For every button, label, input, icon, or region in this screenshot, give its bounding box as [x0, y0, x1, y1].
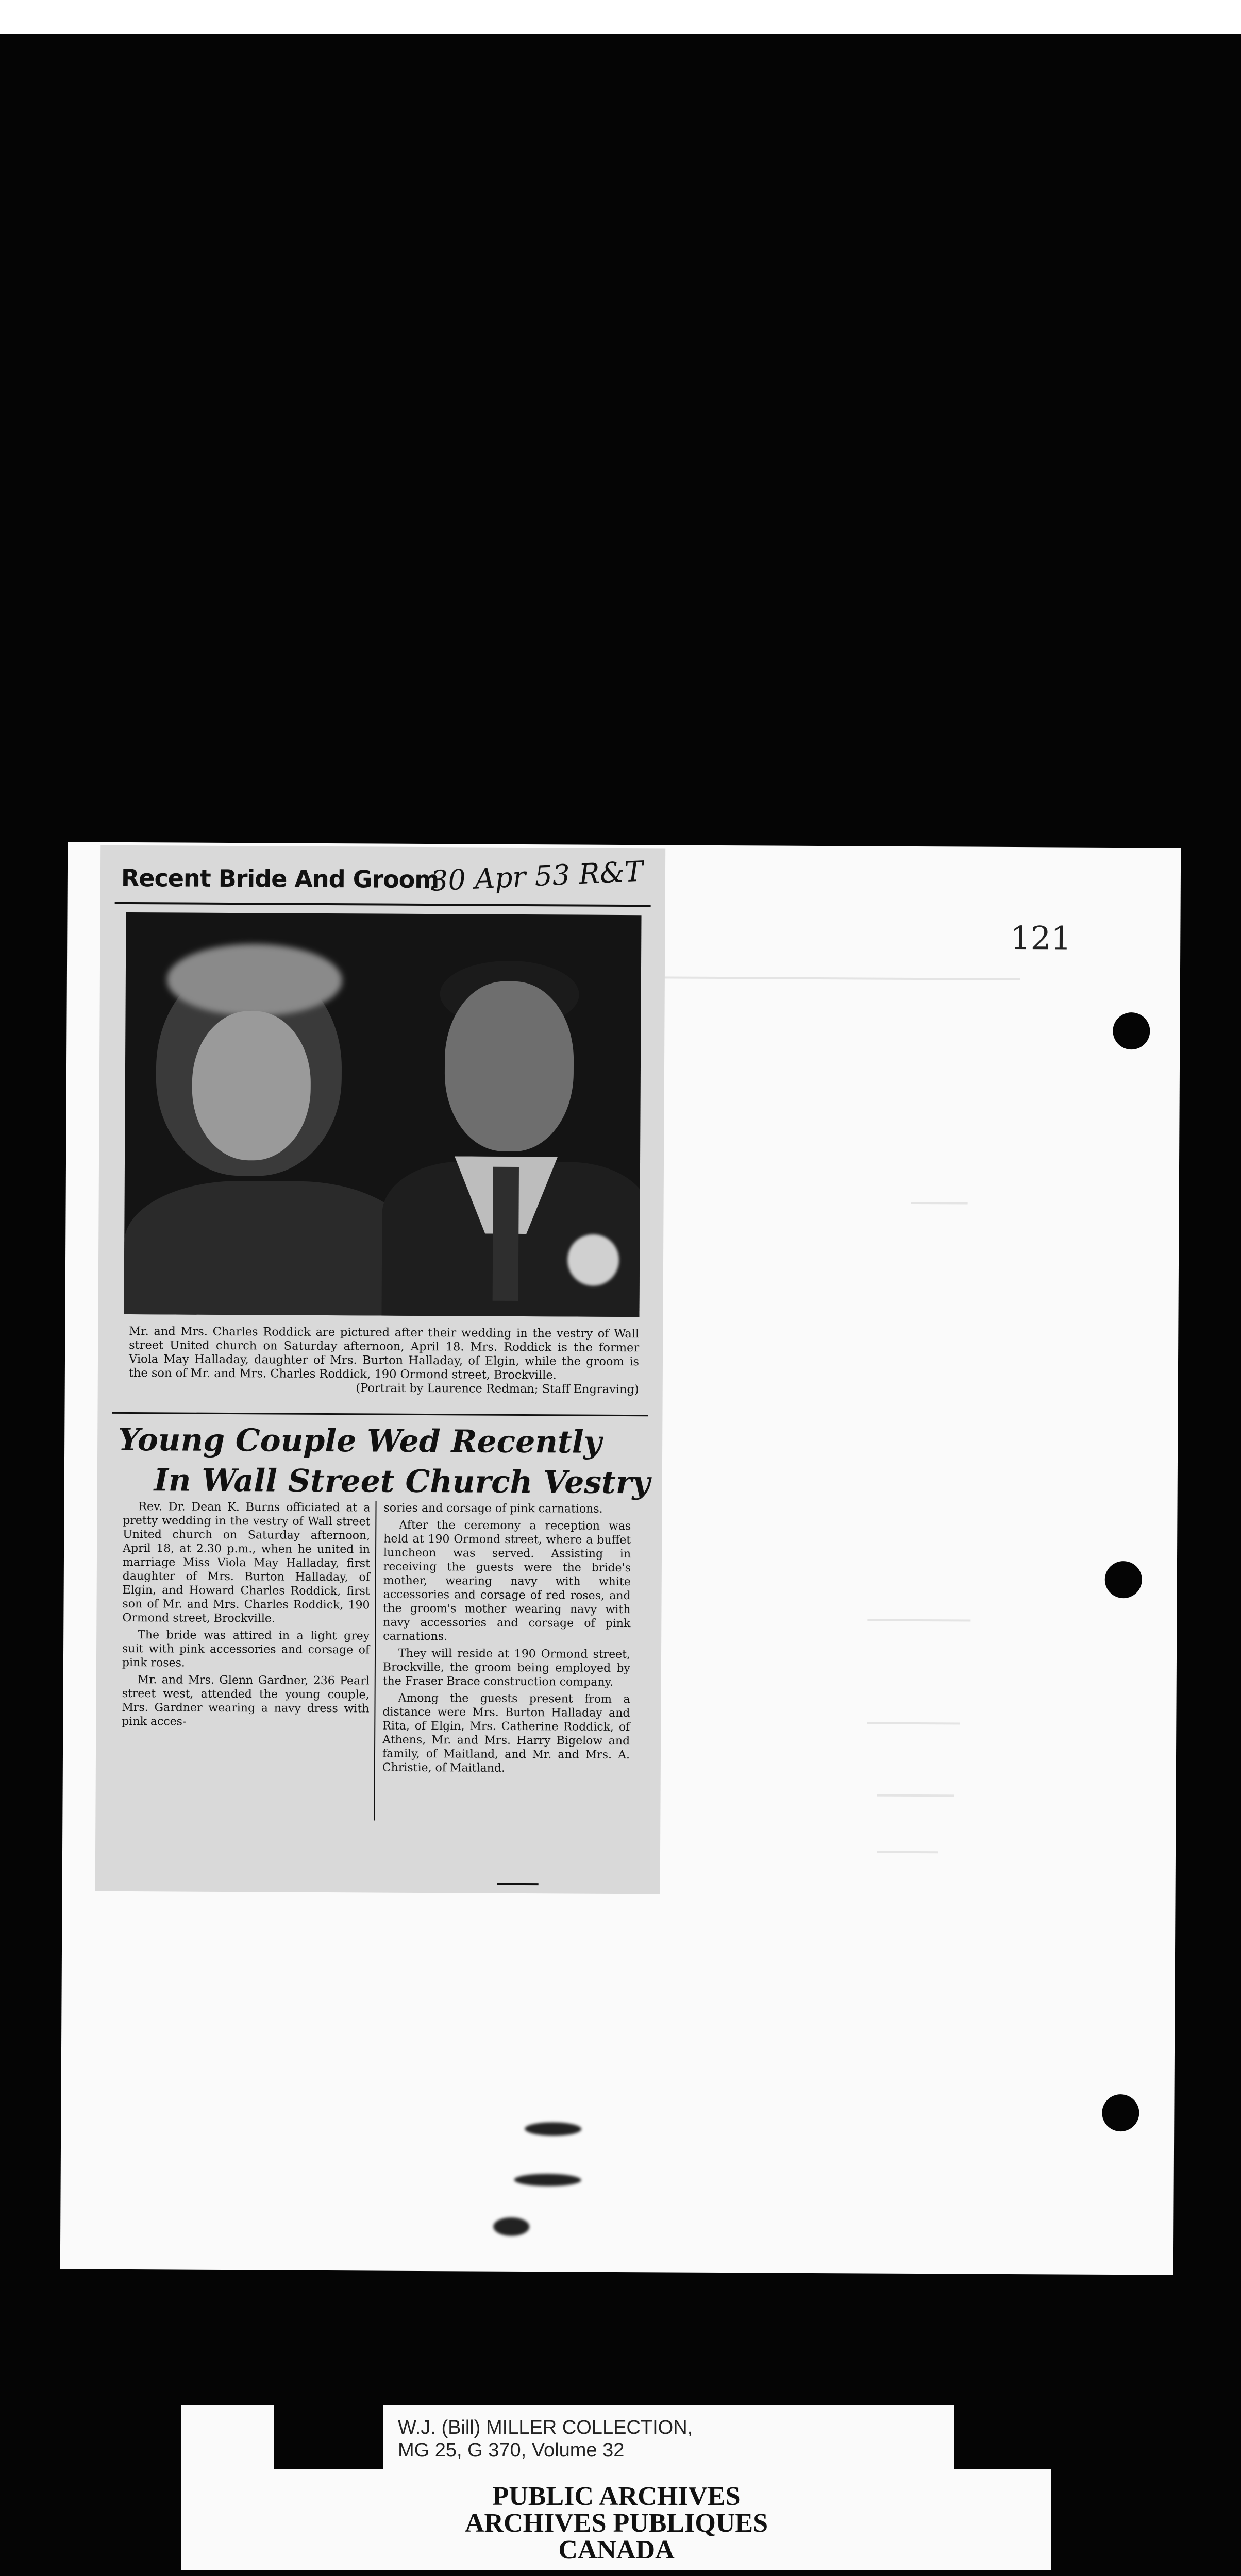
section-rule: [112, 1412, 648, 1416]
faint-bleed-line: [877, 1851, 938, 1854]
article-end-rule: [497, 1883, 539, 1885]
article-headline: [118, 1420, 655, 1503]
handwritten-date-note: 30 Apr 53 R&T: [429, 855, 644, 897]
header-rule: [115, 902, 651, 907]
headline-line-1: Young Couple Wed Recently: [118, 1421, 602, 1461]
bride-dress: [124, 1180, 413, 1317]
faint-bleed-line: [911, 1202, 968, 1205]
punch-hole-top: [1113, 1012, 1150, 1049]
archives-french: ARCHIVES PUBLIQUES: [464, 2509, 768, 2538]
collection-info: [398, 2416, 820, 2462]
faint-bleed-line: [877, 1794, 954, 1797]
paragraph: The bride was attired in a light grey suit with pink accessories and corsage of pink roses.: [122, 1629, 370, 1670]
paragraph: They will reside at 190 Ormond street, Brockville, the groom being employed by the Fraser Brace construction company.: [382, 1647, 631, 1689]
photo-caption: [129, 1325, 640, 1397]
boutonniere: [567, 1234, 619, 1286]
collection-name: W.J. (Bill) MILLER COLLECTION,: [398, 2417, 693, 2438]
faint-bleed-line: [867, 1722, 960, 1725]
archives-country: CANADA: [558, 2535, 675, 2565]
article-column-left: [122, 1500, 370, 1733]
scan-top-margin: [0, 0, 1241, 34]
punch-hole-bottom: [1102, 2094, 1139, 2131]
faint-bleed-line: [867, 1619, 970, 1622]
newspaper-clipping: [95, 845, 666, 1894]
archives-stamp: [181, 2483, 1051, 2564]
archive-label: [181, 2405, 1051, 2570]
label-notch: [954, 2405, 1052, 2469]
paragraph: Rev. Dr. Dean K. Burns officiated at a pretty wedding in the vestry of Wall street United church on Saturday afternoon, April 18, at 2.30 p.m., when he united in marriage Miss Viola May Halladay, first daughter of Mrs. Burton Halladay, of Elgin, and Howard Charles Roddick, first son of Mr. and Mrs. Charles Roddick, 190 Ormond street, Brockville.: [122, 1500, 371, 1625]
groom-tie: [493, 1167, 519, 1301]
headline-line-2: In Wall Street Church Vestry: [154, 1462, 650, 1501]
scan-smudge: [493, 2217, 529, 2236]
faint-bleed-line: [660, 976, 1020, 980]
page-number: 121: [1010, 919, 1071, 957]
paragraph: sories and corsage of pink carnations.: [383, 1501, 603, 1516]
clipping-header: Recent Bride And Groom: [121, 863, 439, 894]
groom-face: [444, 981, 574, 1151]
wedding-photo: [124, 912, 641, 1317]
scan-smudge: [525, 2122, 581, 2136]
paragraph: Mr. and Mrs. Glenn Gardner, 236 Pearl street west, attended the young couple, Mrs. Gardner wearing a navy dress with pink acces-: [122, 1673, 370, 1728]
caption-text: Mr. and Mrs. Charles Roddick are pictured after their wedding in the vestry of Wall street United church on Saturday afternoon, April 18. Mrs. Roddick is the former Viola May Halladay, daughter of Mrs. Burton Halladay, of Elgin, while the groom is the son of Mr. and Mrs. Charles Roddick, 190 Ormond street, Brockville.: [128, 1325, 640, 1382]
article-column-right: [382, 1501, 631, 1780]
bride-face: [192, 1011, 311, 1161]
photo-credit: (Portrait by Laurence Redman; Staff Engraving): [356, 1381, 639, 1397]
punch-hole-middle: [1105, 1561, 1142, 1598]
archives-english: PUBLIC ARCHIVES: [492, 2482, 741, 2511]
scan-smudge: [514, 2174, 581, 2187]
paragraph: Among the guests present from a distance were Mrs. Burton Halladay and Rita, of Elgin, Mrs. Catherine Roddick, of Athens, Mr. and Mrs. Harry Bigelow and family, of Maitland, and Mr. and Mrs. A. Christie, of Maitland.: [382, 1691, 630, 1775]
scrapbook-page: [60, 842, 1181, 2275]
paragraph: After the ceremony a reception was held at 190 Ormond street, where a buffet luncheon was served. Assisting in receiving the guests were the bride's mother, wearing navy with white accessories and corsage of red roses, and the groom's mother wearing navy with navy accessories and corsage of pink carnations.: [383, 1518, 631, 1643]
bride-veil: [167, 943, 343, 1016]
column-divider: [374, 1501, 376, 1821]
collection-reference: MG 25, G 370, Volume 32: [398, 2439, 625, 2461]
